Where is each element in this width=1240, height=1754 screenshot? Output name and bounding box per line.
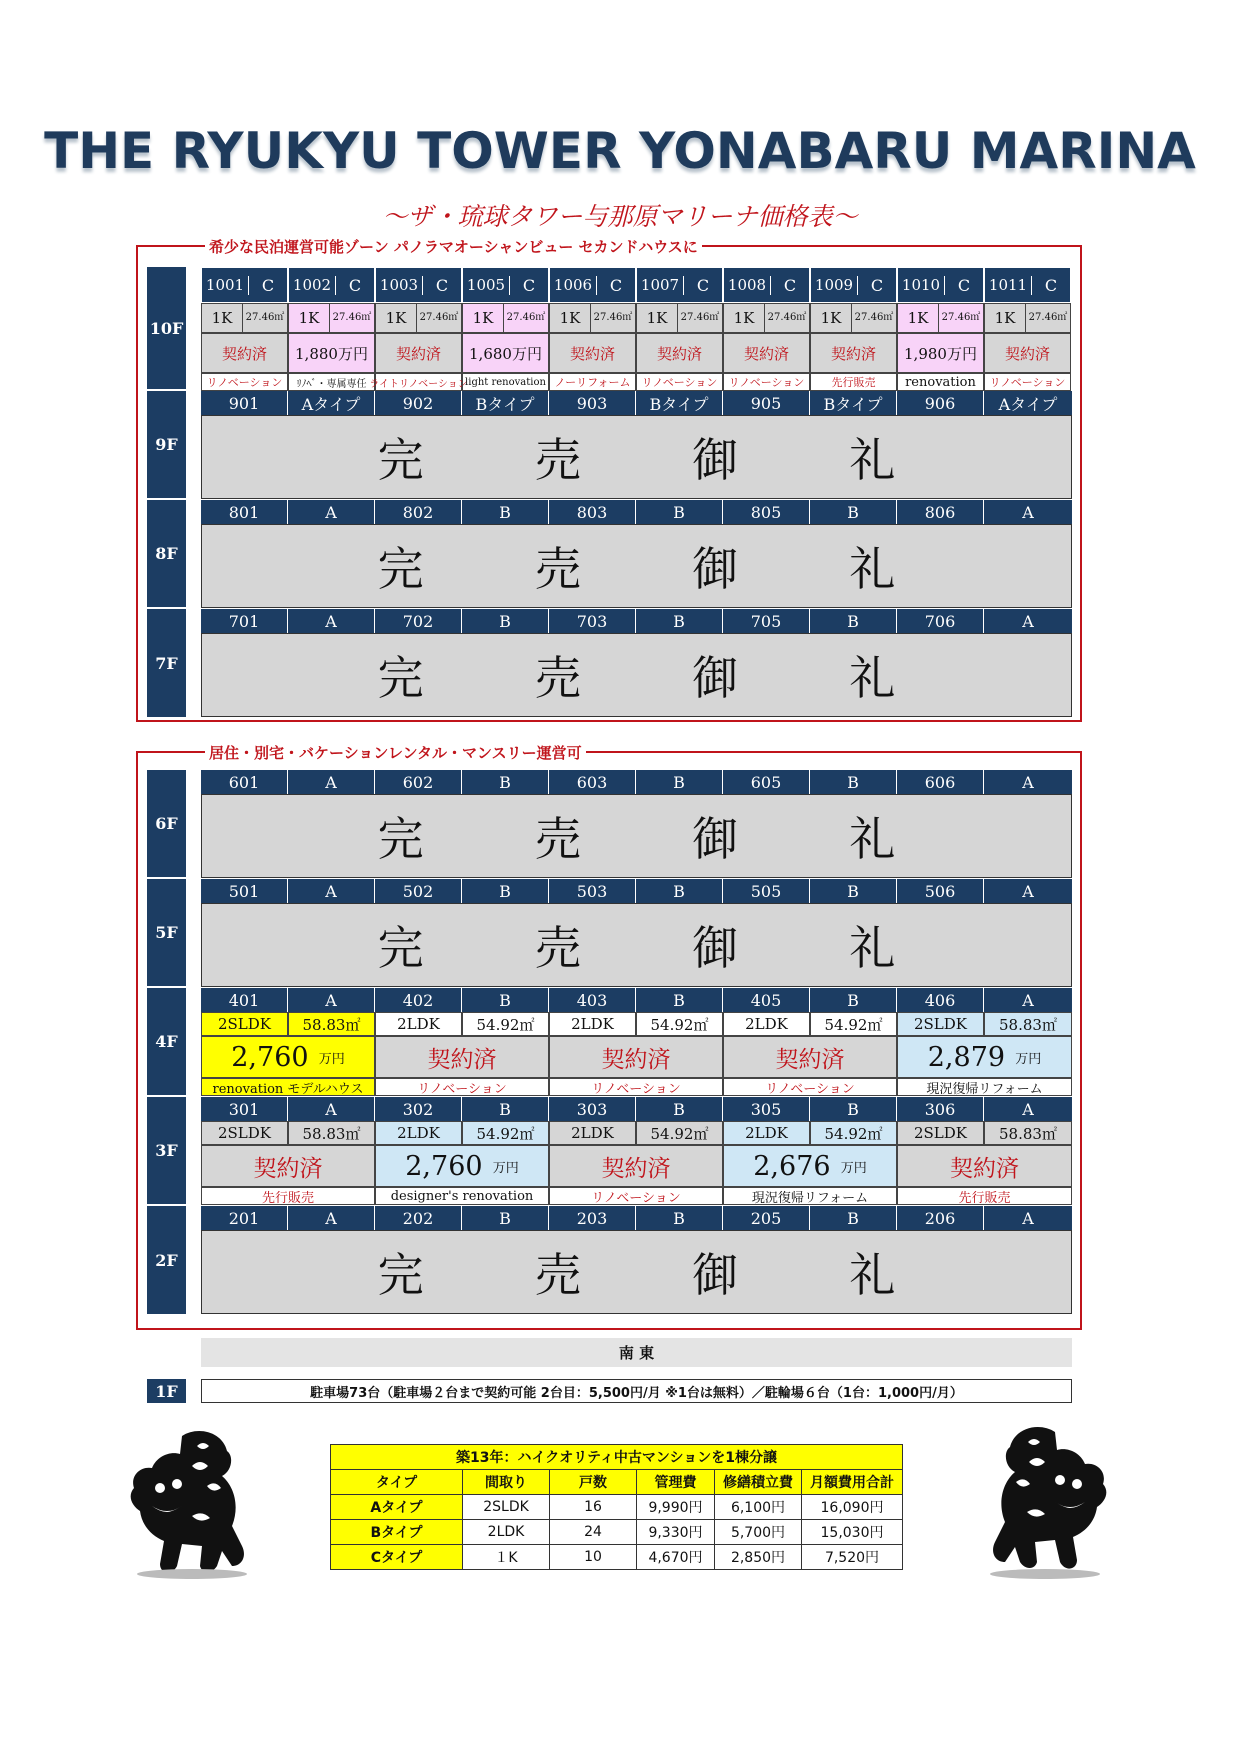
floor-7-soldout xyxy=(201,633,1072,717)
unit-1006-layout: 1K 27.46㎡ xyxy=(549,303,636,333)
unit-number: 603 xyxy=(549,770,636,794)
floor-4-status-row xyxy=(201,1036,1072,1078)
floor-4-unit-bar xyxy=(201,988,1072,1012)
unit-1003-note: ライトリノベーション xyxy=(375,373,462,391)
soldout-char: 礼 xyxy=(849,921,896,975)
unit-302-layout: 2LDK xyxy=(375,1121,462,1145)
unit-1003-number: 1003 C xyxy=(375,267,462,303)
soldout-char: 礼 xyxy=(849,1248,896,1302)
floor-9-unit-bar xyxy=(201,391,1072,415)
unit-number: 805 xyxy=(723,500,810,524)
unit-305-price: 2,676 万円 xyxy=(723,1145,897,1187)
unit-number: 405 xyxy=(723,988,810,1012)
floor-3-layout-row xyxy=(201,1121,1072,1145)
unit-number: 502 xyxy=(375,879,462,903)
unit-type: Aタイプ xyxy=(984,391,1072,415)
unit-number: 505 xyxy=(723,879,810,903)
soldout-char: 御 xyxy=(692,542,739,596)
fee-table-header: 管理費 xyxy=(637,1470,715,1495)
unit-305-layout: 2LDK xyxy=(723,1121,810,1145)
unit-number: 906 xyxy=(897,391,984,415)
unit-type: A xyxy=(984,770,1072,794)
unit-type: B xyxy=(636,988,723,1012)
floor-label-10f: 10F xyxy=(147,267,186,389)
unit-1010-price: 1,980万円 xyxy=(897,333,984,373)
unit-number: 602 xyxy=(375,770,462,794)
unit-406-area: 58.83㎡ xyxy=(984,1012,1072,1036)
unit-1001-status: 契約済 xyxy=(201,333,288,373)
soldout-char: 売 xyxy=(534,921,581,975)
unit-type: A xyxy=(288,770,375,794)
unit-number: 706 xyxy=(897,609,984,633)
unit-number: 203 xyxy=(549,1206,636,1230)
unit-401-area: 58.83㎡ xyxy=(288,1012,375,1036)
direction-label: 南 東 xyxy=(201,1338,1072,1367)
floor-label-4f: 4F xyxy=(147,988,186,1095)
unit-type: B xyxy=(810,1206,897,1230)
page-title: THE RYUKYU TOWER YONABARU MARINA xyxy=(44,122,1196,180)
unit-number: 201 xyxy=(201,1206,288,1230)
fee-table-cell: Aタイプ xyxy=(331,1495,463,1520)
unit-303-area: 54.92㎡ xyxy=(636,1121,723,1145)
unit-306-status: 契約済 xyxy=(897,1145,1072,1187)
unit-405-note: リノベーション xyxy=(723,1078,897,1096)
floor-label-7f: 7F xyxy=(147,609,186,717)
soldout-char: 礼 xyxy=(849,542,896,596)
unit-1007-number: 1007 C xyxy=(636,267,723,303)
unit-type: B xyxy=(810,1097,897,1121)
unit-type: A xyxy=(984,1097,1072,1121)
soldout-char: 売 xyxy=(534,651,581,705)
unit-405-status: 契約済 xyxy=(723,1036,897,1078)
unit-1011-note: リノベーション xyxy=(984,373,1071,391)
unit-type: A xyxy=(288,988,375,1012)
unit-1010-number: 1010 C xyxy=(897,267,984,303)
unit-1005-price: 1,680万円 xyxy=(462,333,549,373)
soldout-char: 完 xyxy=(377,812,424,866)
fee-table-cell: 24 xyxy=(550,1520,637,1545)
unit-type: B xyxy=(636,500,723,524)
floor-7-unit-bar xyxy=(201,609,1072,633)
unit-1011-number: 1011 C xyxy=(984,267,1071,303)
fee-table-cell: 2LDK xyxy=(463,1520,550,1545)
unit-1001-note: リノベーション xyxy=(201,373,288,391)
unit-302-price: 2,760 万円 xyxy=(375,1145,549,1187)
unit-1008-layout: 1K 27.46㎡ xyxy=(723,303,810,333)
floor-6-soldout xyxy=(201,794,1072,878)
unit-type: B xyxy=(636,1206,723,1230)
floor-label-6f: 6F xyxy=(147,770,186,877)
unit-406-price: 2,879 万円 xyxy=(897,1036,1072,1078)
soldout-char: 完 xyxy=(377,1248,424,1302)
floor-4-layout-row xyxy=(201,1012,1072,1036)
table-row xyxy=(331,1495,903,1520)
unit-type: A xyxy=(984,609,1072,633)
unit-number: 801 xyxy=(201,500,288,524)
fee-table-cell: 10 xyxy=(550,1545,637,1570)
unit-302-area: 54.92㎡ xyxy=(462,1121,549,1145)
unit-type: Aタイプ xyxy=(288,391,375,415)
floor-label-8f: 8F xyxy=(147,500,186,607)
unit-type: A xyxy=(288,609,375,633)
unit-number: 701 xyxy=(201,609,288,633)
shisa-lion-left-icon xyxy=(122,1426,262,1580)
unit-1001-number: 1001 C xyxy=(201,267,288,303)
unit-301-note: 先行販売 xyxy=(201,1187,375,1205)
unit-1010-note: renovation xyxy=(897,373,984,391)
unit-405-area: 54.92㎡ xyxy=(810,1012,897,1036)
unit-303-layout: 2LDK xyxy=(549,1121,636,1145)
soldout-char: 売 xyxy=(534,542,581,596)
unit-1001-layout: 1K 27.46㎡ xyxy=(201,303,288,333)
floor-5-unit-bar xyxy=(201,879,1072,903)
unit-type: B xyxy=(810,500,897,524)
unit-number: 902 xyxy=(375,391,462,415)
unit-402-layout: 2LDK xyxy=(375,1012,462,1036)
soldout-char: 売 xyxy=(534,812,581,866)
soldout-char: 売 xyxy=(534,1248,581,1302)
unit-type: B xyxy=(462,500,549,524)
unit-number: 303 xyxy=(549,1097,636,1121)
fee-table-header: 修繕積立費 xyxy=(715,1470,802,1495)
floor-label-9f: 9F xyxy=(147,391,186,498)
unit-number: 503 xyxy=(549,879,636,903)
fee-table-cell: Bタイプ xyxy=(331,1520,463,1545)
page-subtitle: ～ザ・琉球タワー与那原マリーナ価格表～ xyxy=(382,202,858,231)
fee-table xyxy=(330,1444,903,1570)
unit-1003-layout: 1K 27.46㎡ xyxy=(375,303,462,333)
fee-table-cell: 16 xyxy=(550,1495,637,1520)
unit-401-layout: 2SLDK xyxy=(201,1012,288,1036)
soldout-char: 完 xyxy=(377,542,424,596)
unit-type: Bタイプ xyxy=(462,391,549,415)
floor-8-soldout xyxy=(201,524,1072,608)
unit-403-note: リノベーション xyxy=(549,1078,723,1096)
table-row xyxy=(331,1520,903,1545)
unit-403-layout: 2LDK xyxy=(549,1012,636,1036)
unit-406-layout: 2SLDK xyxy=(897,1012,984,1036)
unit-number: 803 xyxy=(549,500,636,524)
parking-info: 駐車場73台（駐車場２台まで契約可能 2台目：5,500円/月 ※1台は無料）／駐輪場６台（1台：1,000円/月） xyxy=(201,1379,1072,1403)
unit-type: A xyxy=(984,879,1072,903)
unit-number: 605 xyxy=(723,770,810,794)
unit-306-area: 58.83㎡ xyxy=(984,1121,1072,1145)
unit-403-status: 契約済 xyxy=(549,1036,723,1078)
floor-label-1f: 1F xyxy=(147,1379,186,1403)
fee-table-cell: 2,850円 xyxy=(715,1545,802,1570)
floor-3-note-row xyxy=(201,1187,1072,1205)
unit-303-note: リノベーション xyxy=(549,1187,723,1205)
floor-4-note-row xyxy=(201,1078,1072,1096)
unit-type: B xyxy=(810,770,897,794)
floor-6-unit-bar xyxy=(201,770,1072,794)
fee-table-cell: 16,090円 xyxy=(802,1495,903,1520)
floor-9-soldout xyxy=(201,415,1072,499)
fee-table-header: 戸数 xyxy=(550,1470,637,1495)
unit-number: 401 xyxy=(201,988,288,1012)
unit-type: A xyxy=(288,1206,375,1230)
unit-1008-status: 契約済 xyxy=(723,333,810,373)
unit-type: A xyxy=(984,1206,1072,1230)
floor-4-units xyxy=(201,1012,1072,1096)
unit-number: 903 xyxy=(549,391,636,415)
unit-type: B xyxy=(462,609,549,633)
unit-number: 501 xyxy=(201,879,288,903)
floor-label-5f: 5F xyxy=(147,879,186,986)
shisa-lion-right-icon xyxy=(975,1422,1115,1580)
fee-table-cell: 9,990円 xyxy=(637,1495,715,1520)
floor-label-2f: 2F xyxy=(147,1206,186,1314)
fee-table-header: 月額費用合計 xyxy=(802,1470,903,1495)
soldout-char: 完 xyxy=(377,651,424,705)
floor-5-soldout xyxy=(201,903,1072,987)
unit-306-layout: 2SLDK xyxy=(897,1121,984,1145)
unit-number: 601 xyxy=(201,770,288,794)
floor-8-unit-bar xyxy=(201,500,1072,524)
unit-1011-layout: 1K 27.46㎡ xyxy=(984,303,1071,333)
unit-number: 406 xyxy=(897,988,984,1012)
unit-number: 306 xyxy=(897,1097,984,1121)
soldout-char: 御 xyxy=(692,812,739,866)
floor-10-header-row xyxy=(201,267,1072,303)
unit-305-note: 現況復帰リフォーム xyxy=(723,1187,897,1205)
unit-1002-number: 1002 C xyxy=(288,267,375,303)
floor-3-units xyxy=(201,1121,1072,1205)
unit-number: 205 xyxy=(723,1206,810,1230)
unit-type: B xyxy=(636,609,723,633)
unit-1008-number: 1008 C xyxy=(723,267,810,303)
soldout-char: 礼 xyxy=(849,812,896,866)
unit-1006-note: ノーリフォーム xyxy=(549,373,636,391)
unit-303-status: 契約済 xyxy=(549,1145,723,1187)
unit-type: B xyxy=(462,879,549,903)
unit-405-layout: 2LDK xyxy=(723,1012,810,1036)
unit-type: A xyxy=(984,500,1072,524)
unit-302-note: designer's renovation xyxy=(375,1187,549,1205)
soldout-char: 売 xyxy=(534,433,581,487)
unit-402-area: 54.92㎡ xyxy=(462,1012,549,1036)
unit-type: B xyxy=(462,988,549,1012)
floor-label-3f: 3F xyxy=(147,1097,186,1204)
unit-1009-number: 1009 C xyxy=(810,267,897,303)
unit-number: 905 xyxy=(723,391,810,415)
floor-2-unit-bar xyxy=(201,1206,1072,1230)
unit-1007-layout: 1K 27.46㎡ xyxy=(636,303,723,333)
unit-301-area: 58.83㎡ xyxy=(288,1121,375,1145)
fee-table-cell: 2SLDK xyxy=(463,1495,550,1520)
unit-305-area: 54.92㎡ xyxy=(810,1121,897,1145)
fee-table-cell: １K xyxy=(463,1545,550,1570)
unit-1006-number: 1006 C xyxy=(549,267,636,303)
unit-number: 402 xyxy=(375,988,462,1012)
unit-number: 606 xyxy=(897,770,984,794)
unit-1010-layout: 1K 27.46㎡ xyxy=(897,303,984,333)
unit-type: B xyxy=(462,1206,549,1230)
unit-type: B xyxy=(462,770,549,794)
floor-3-unit-bar xyxy=(201,1097,1072,1121)
fee-table-cell: 6,100円 xyxy=(715,1495,802,1520)
unit-401-price: 2,760 万円 xyxy=(201,1036,375,1078)
soldout-char: 礼 xyxy=(849,651,896,705)
unit-type: B xyxy=(636,879,723,903)
unit-number: 301 xyxy=(201,1097,288,1121)
soldout-char: 御 xyxy=(692,1248,739,1302)
table-row xyxy=(331,1545,903,1570)
unit-1008-note: リノベーション xyxy=(723,373,810,391)
unit-number: 806 xyxy=(897,500,984,524)
unit-403-area: 54.92㎡ xyxy=(636,1012,723,1036)
unit-301-status: 契約済 xyxy=(201,1145,375,1187)
fee-table-cell: 9,330円 xyxy=(637,1520,715,1545)
unit-406-note: 現況復帰リフォーム xyxy=(897,1078,1072,1096)
unit-type: B xyxy=(636,1097,723,1121)
unit-402-status: 契約済 xyxy=(375,1036,549,1078)
unit-1007-status: 契約済 xyxy=(636,333,723,373)
unit-1007-note: リノベーション xyxy=(636,373,723,391)
fee-table-cell: 4,670円 xyxy=(637,1545,715,1570)
unit-number: 206 xyxy=(897,1206,984,1230)
soldout-char: 完 xyxy=(377,921,424,975)
unit-1002-note: ﾘﾉﾍﾞ・専属専任 xyxy=(288,373,375,391)
soldout-char: 御 xyxy=(692,433,739,487)
fee-table-header: タイプ xyxy=(331,1470,463,1495)
unit-number: 802 xyxy=(375,500,462,524)
unit-number: 705 xyxy=(723,609,810,633)
unit-1002-layout: 1K 27.46㎡ xyxy=(288,303,375,333)
soldout-char: 御 xyxy=(692,921,739,975)
floor-10-status-row xyxy=(201,333,1072,373)
unit-1003-status: 契約済 xyxy=(375,333,462,373)
unit-type: B xyxy=(462,1097,549,1121)
unit-number: 506 xyxy=(897,879,984,903)
floor-2-soldout xyxy=(201,1230,1072,1314)
soldout-char: 御 xyxy=(692,651,739,705)
unit-type: B xyxy=(810,988,897,1012)
unit-402-note: リノベーション xyxy=(375,1078,549,1096)
unit-type: B xyxy=(810,609,897,633)
unit-type: Bタイプ xyxy=(810,391,897,415)
unit-1009-note: 先行販売 xyxy=(810,373,897,391)
unit-1002-price: 1,880万円 xyxy=(288,333,375,373)
floor-10-grid xyxy=(201,267,1072,391)
unit-401-note: renovation モデルハウス xyxy=(201,1078,375,1096)
unit-number: 202 xyxy=(375,1206,462,1230)
zone-upper-label: 希少な民泊運営可能ゾーン パノラマオーシャンビュー セカンドハウスに xyxy=(205,236,702,257)
fee-table-cell: 15,030円 xyxy=(802,1520,903,1545)
unit-number: 305 xyxy=(723,1097,810,1121)
fee-table-caption: 築13年：ハイクオリティ中古マンションを1棟分譲 xyxy=(331,1445,903,1470)
unit-306-note: 先行販売 xyxy=(897,1187,1072,1205)
unit-number: 703 xyxy=(549,609,636,633)
unit-1005-note: light renovation xyxy=(462,373,549,391)
fee-table-cell: 7,520円 xyxy=(802,1545,903,1570)
unit-1005-number: 1005 C xyxy=(462,267,549,303)
fee-table-cell: 5,700円 xyxy=(715,1520,802,1545)
unit-1006-status: 契約済 xyxy=(549,333,636,373)
zone-lower-label: 居住・別宅・バケーションレンタル・マンスリー運営可 xyxy=(205,742,586,763)
unit-type: A xyxy=(288,500,375,524)
unit-number: 302 xyxy=(375,1097,462,1121)
unit-type: B xyxy=(636,770,723,794)
floor-10-note-row xyxy=(201,373,1072,391)
unit-number: 403 xyxy=(549,988,636,1012)
unit-type: A xyxy=(288,879,375,903)
fee-table-header: 間取り xyxy=(463,1470,550,1495)
unit-1011-status: 契約済 xyxy=(984,333,1071,373)
soldout-char: 完 xyxy=(377,433,424,487)
unit-number: 901 xyxy=(201,391,288,415)
unit-301-layout: 2SLDK xyxy=(201,1121,288,1145)
unit-1009-layout: 1K 27.46㎡ xyxy=(810,303,897,333)
unit-type: A xyxy=(984,988,1072,1012)
floor-10-layout-row xyxy=(201,303,1072,333)
floor-3-status-row xyxy=(201,1145,1072,1187)
unit-type: A xyxy=(288,1097,375,1121)
fee-table-cell: Cタイプ xyxy=(331,1545,463,1570)
soldout-char: 礼 xyxy=(849,433,896,487)
unit-number: 702 xyxy=(375,609,462,633)
unit-type: Bタイプ xyxy=(636,391,723,415)
unit-type: B xyxy=(810,879,897,903)
unit-1005-layout: 1K 27.46㎡ xyxy=(462,303,549,333)
unit-1009-status: 契約済 xyxy=(810,333,897,373)
